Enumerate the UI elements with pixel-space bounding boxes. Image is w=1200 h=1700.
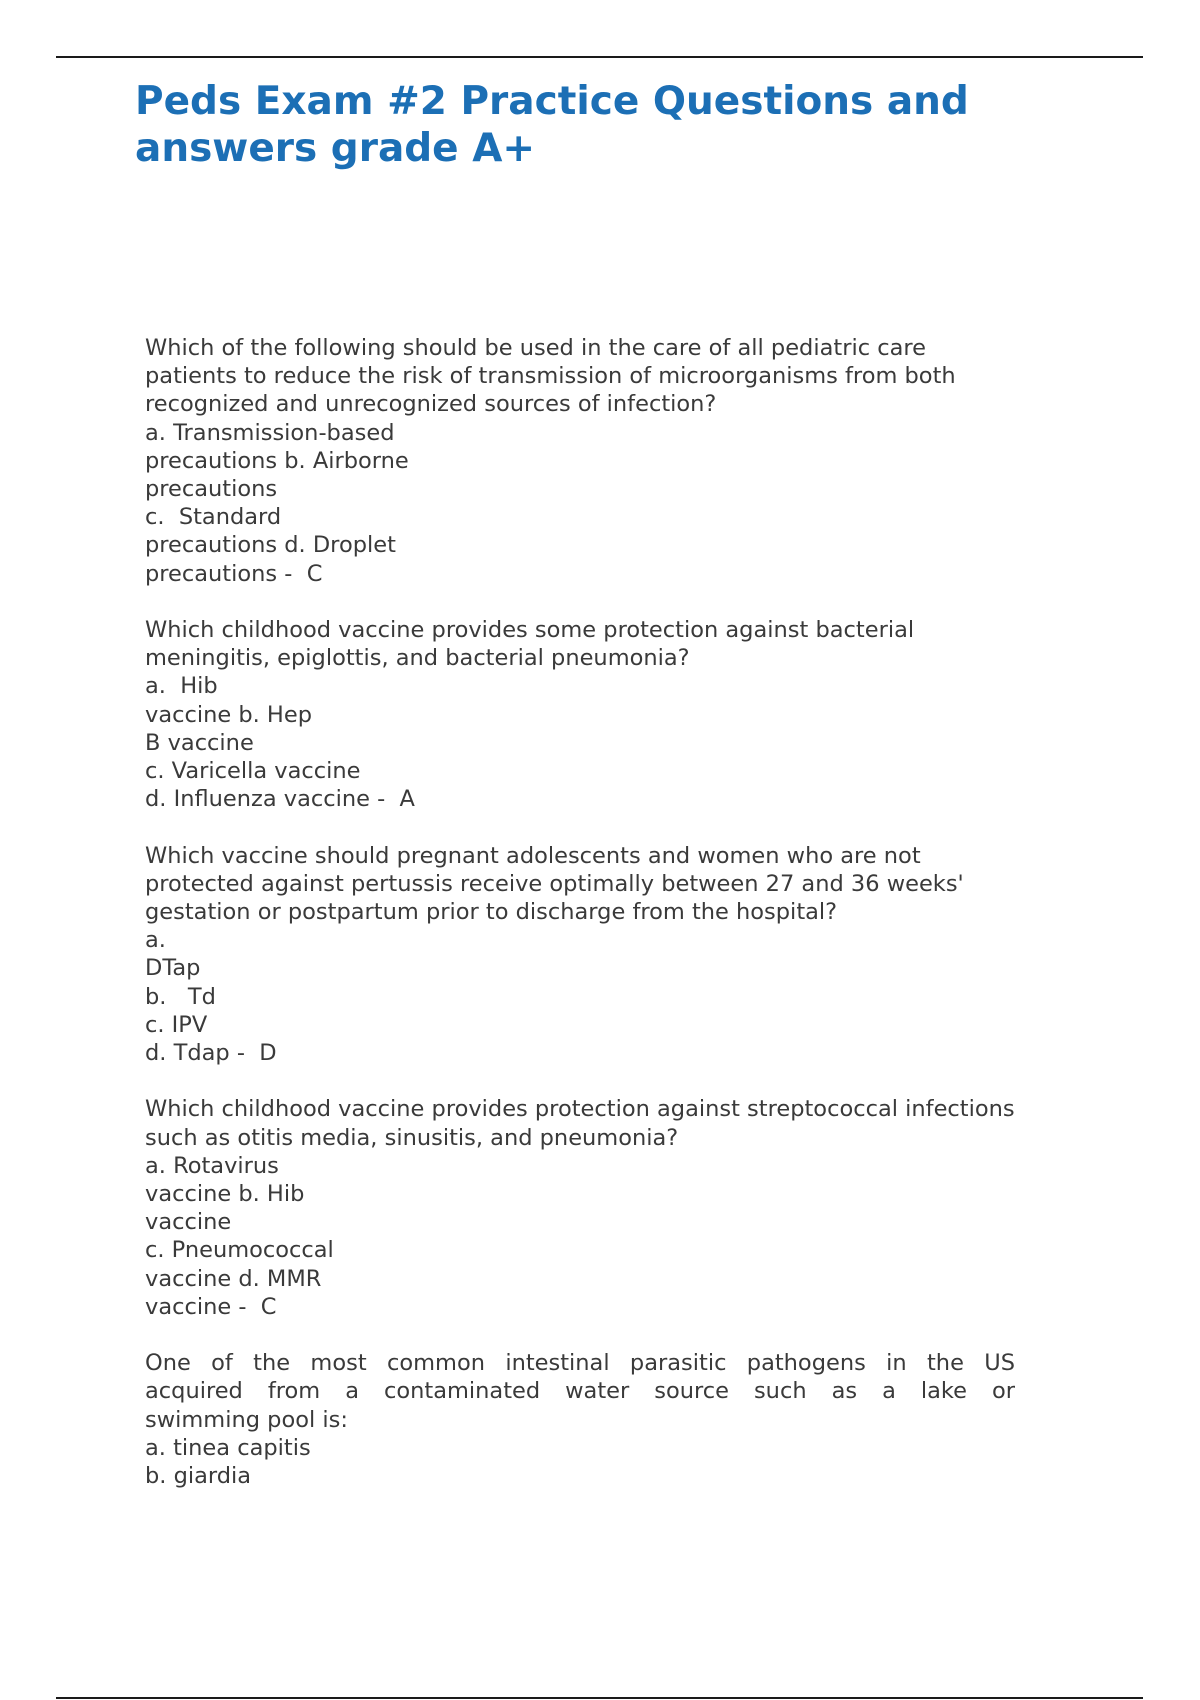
answer-option: c. Pneumococcal (145, 1237, 334, 1264)
document-title (135, 78, 1085, 172)
question-text: Which childhood vaccine provides some protection against bacterial (145, 617, 915, 644)
answer-option: vaccine d. MMR (145, 1265, 322, 1292)
answer-option: a. Transmission-based (145, 419, 395, 446)
question-text: Which childhood vaccine provides protection against streptococcal infections (145, 1096, 1015, 1123)
question-text: patients to reduce the risk of transmission of microorganisms from both (145, 363, 956, 390)
bottom-rule (56, 1697, 1143, 1699)
answer-option: vaccine (145, 1209, 232, 1236)
answer-key: d. Tdap - D (145, 1040, 277, 1067)
question-text: gestation or postpartum prior to discharge from the hospital? (145, 899, 838, 926)
title-line: answers grade A+ (135, 126, 536, 171)
answer-option: b. Td (145, 983, 216, 1010)
answer-key: d. Influenza vaccine - A (145, 786, 415, 813)
answer-key: vaccine - C (145, 1293, 277, 1320)
answer-option: c. IPV (145, 1011, 208, 1038)
top-rule (56, 56, 1143, 58)
answer-option: vaccine b. Hep (145, 701, 312, 728)
answer-option: c. Varicella vaccine (145, 758, 361, 785)
question-3 (145, 842, 1085, 1068)
answer-option: a. tinea capitis (145, 1434, 311, 1461)
question-text: Which of the following should be used in the care of all pediatric care (145, 335, 926, 361)
answer-option: precautions b. Airborne (145, 447, 409, 474)
answer-option: a. Rotavirus (145, 1152, 279, 1179)
answer-option: c. Standard (145, 504, 282, 531)
answer-option: DTap (145, 955, 201, 982)
question-text: protected against pertussis receive optimally between 27 and 36 weeks' (145, 870, 964, 897)
question-text: recognized and unrecognized sources of infection? (145, 391, 717, 418)
question-text: Which vaccine should pregnant adolescents and women who are not (145, 842, 921, 869)
title-line: Peds Exam #2 Practice Questions and (135, 79, 969, 124)
answer-option: precautions d. Droplet (145, 532, 396, 559)
answer-option: b. giardia (145, 1463, 252, 1490)
answer-key: precautions - C (145, 560, 323, 587)
question-text: swimming pool is: (145, 1406, 348, 1433)
question-text: meningitis, epiglottis, and bacterial pneumonia? (145, 645, 690, 672)
question-5 (145, 1349, 1085, 1490)
question-text: acquired from a contaminated water source such as a lake or (145, 1378, 1015, 1405)
question-2 (145, 616, 1085, 813)
question-text: One of the most common intestinal parasitic pathogens in the US (145, 1350, 1015, 1377)
answer-option: precautions (145, 476, 278, 503)
answer-option: B vaccine (145, 729, 254, 756)
answer-option: a. (145, 927, 166, 954)
answer-option: vaccine b. Hib (145, 1181, 305, 1208)
question-text: such as otitis media, sinusitis, and pneumonia? (145, 1124, 679, 1151)
question-4 (145, 1095, 1085, 1321)
question-1 (145, 334, 1085, 588)
document-body (145, 334, 1085, 1518)
answer-option: a. Hib (145, 673, 218, 700)
